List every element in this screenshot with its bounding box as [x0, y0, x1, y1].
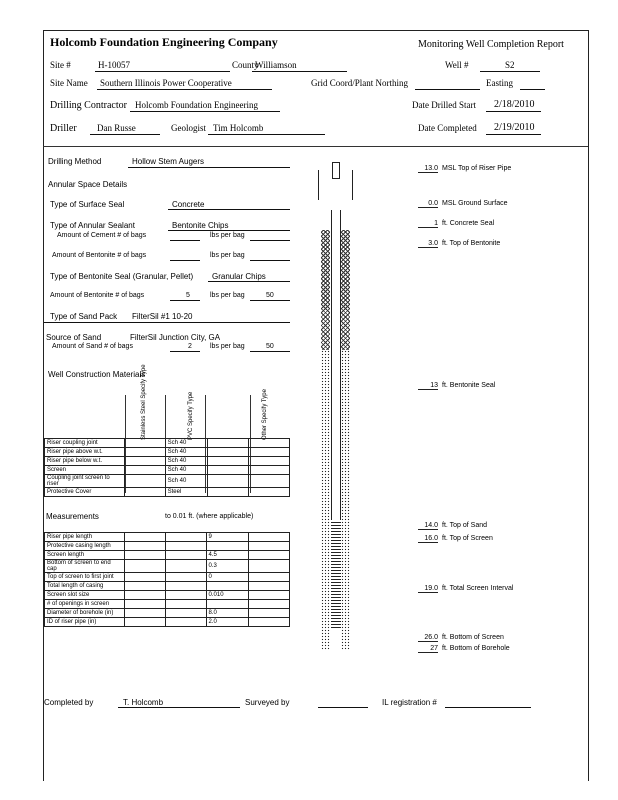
date-drilled-line: [486, 111, 541, 112]
report-title: Monitoring Well Completion Report: [418, 39, 564, 50]
diagram-depth[interactable]: 19.0: [418, 585, 438, 593]
measurement-value[interactable]: 9: [206, 533, 248, 542]
diagram-text: ft. Bottom of Borehole: [442, 645, 510, 652]
drilling-method-value[interactable]: Hollow Stem Augers: [132, 157, 205, 166]
material-stainless[interactable]: [124, 457, 165, 466]
measurement-blank-1: [124, 573, 165, 582]
diagram-depth[interactable]: 27: [418, 645, 438, 653]
material-row: [45, 488, 290, 497]
measurement-value[interactable]: [206, 600, 248, 609]
company-name: Holcomb Foundation Engineering Company: [50, 35, 278, 49]
material-pvc[interactable]: Sch 40: [165, 475, 207, 488]
diagram-label: [418, 240, 500, 248]
material-label: Riser pipe above w.t.: [45, 448, 125, 457]
sand-bags-value[interactable]: 2: [188, 343, 192, 350]
site-name-value[interactable]: Southern Illinois Power Cooperative: [100, 78, 232, 88]
diagram-depth[interactable]: 26.0: [418, 634, 438, 642]
measurement-value[interactable]: [206, 582, 248, 591]
material-row: [45, 439, 290, 448]
measurement-blank-3: [248, 618, 289, 627]
bentonite-lbs-label-2: lbs per bag: [210, 292, 245, 299]
measurement-label: Protective casing length: [45, 542, 125, 551]
county-value[interactable]: Williamson: [255, 60, 297, 70]
measurement-blank-1: [124, 618, 165, 627]
diagram-label: [418, 535, 493, 543]
county-label: County: [232, 60, 259, 70]
sand-pack-line: [44, 322, 290, 323]
measurement-blank-1: [124, 560, 165, 573]
bentonite-bags-value[interactable]: 5: [186, 292, 190, 299]
cement-bags-line: [170, 240, 200, 241]
sand-amount-label: Amount of Sand # of bags: [52, 343, 133, 350]
county-line: [252, 71, 347, 72]
diagram-text: ft. Bentonite Seal: [442, 382, 496, 389]
diagram-depth[interactable]: 0.0: [418, 200, 438, 208]
measurement-blank-2: [165, 551, 206, 560]
measurement-blank-3: [248, 609, 289, 618]
driller-label: Driller: [50, 123, 77, 134]
measurement-blank-2: [165, 542, 206, 551]
material-row: [45, 448, 290, 457]
diagram-text: ft. Top of Sand: [442, 522, 488, 529]
diagram-text: ft. Top of Bentonite: [442, 240, 501, 247]
measurement-value[interactable]: 4.5: [206, 551, 248, 560]
diagram-depth[interactable]: 14.0: [418, 522, 438, 530]
measurement-value[interactable]: 0: [206, 573, 248, 582]
registration-line: [445, 707, 531, 708]
stainless-header: Stainless Steel Specify Type: [141, 364, 147, 440]
annular-sealant-value[interactable]: Bentonite Chips: [172, 221, 229, 230]
material-row: [45, 457, 290, 466]
well-number-label: Well #: [445, 60, 469, 70]
riser-cap: [332, 162, 340, 179]
grid-coord-label: Grid Coord/Plant Northing: [311, 78, 408, 88]
annular-sealant-line: [168, 230, 290, 231]
diagram-depth[interactable]: 3.0: [418, 240, 438, 248]
pvc-header: PVC Specify Type: [188, 391, 194, 440]
measurement-blank-3: [248, 551, 289, 560]
bentonite-bags-line: [170, 260, 200, 261]
diagram-label: [418, 634, 504, 642]
diagram-label: [418, 585, 513, 593]
date-drilled-value[interactable]: 2/18/2010: [494, 99, 535, 110]
measurement-blank-1: [124, 600, 165, 609]
material-extra[interactable]: [248, 448, 289, 457]
measurement-label: Total length of casing: [45, 582, 125, 591]
surface-seal-line: [168, 209, 290, 210]
measurement-label: Riser pipe length: [45, 533, 125, 542]
well-number-value[interactable]: S2: [505, 60, 515, 70]
material-pvc[interactable]: Sch 40: [165, 439, 207, 448]
measurement-blank-2: [165, 573, 206, 582]
sand-pack-label: Type of Sand Pack: [50, 312, 118, 321]
measurement-blank-3: [248, 582, 289, 591]
cement-lbs-line: [250, 240, 290, 241]
registration-label: IL registration #: [382, 698, 437, 707]
measurements-note: to 0.01 ft. (where applicable): [165, 513, 254, 520]
diagram-text: ft. Top of Screen: [442, 535, 493, 542]
ground-right: [352, 170, 353, 200]
bentonite-bags-value-line: [170, 300, 200, 301]
measurement-row: [45, 573, 290, 582]
well-diagram: [318, 170, 358, 650]
measurement-blank-2: [165, 582, 206, 591]
measurement-blank-1: [124, 609, 165, 618]
annular-title: Annular Space Details: [48, 180, 128, 189]
site-name-line: [97, 89, 272, 90]
well-screen: [331, 520, 341, 630]
diagram-label: [418, 645, 510, 653]
diagram-label: [418, 165, 511, 173]
grid-coord-line: [415, 89, 480, 90]
bentonite-lbs-value[interactable]: 50: [266, 292, 274, 299]
bentonite-lbs-line: [250, 260, 290, 261]
measurement-value[interactable]: 2.0: [206, 618, 248, 627]
measurement-blank-1: [124, 591, 165, 600]
measurement-value[interactable]: [206, 542, 248, 551]
material-other[interactable]: [208, 439, 249, 448]
measurement-label: Top of screen to first joint: [45, 573, 125, 582]
measurement-blank-2: [165, 533, 206, 542]
measurement-blank-2: [165, 591, 206, 600]
diagram-label: [418, 200, 508, 208]
material-stainless[interactable]: [124, 475, 165, 488]
material-pvc[interactable]: Sch 40: [165, 457, 207, 466]
header-divider: [43, 146, 588, 147]
materials-table: [44, 438, 290, 497]
bentonite-seal-value[interactable]: Granular Chips: [212, 272, 266, 281]
material-pvc[interactable]: Sch 40: [165, 466, 207, 475]
drilling-method-line: [128, 167, 290, 168]
measurement-label: # of openings in screen: [45, 600, 125, 609]
measurement-value[interactable]: 8.0: [206, 609, 248, 618]
material-stainless[interactable]: [124, 439, 165, 448]
measurement-blank-1: [124, 542, 165, 551]
other-header: Other Specify Type: [262, 389, 268, 440]
measurement-blank-2: [165, 600, 206, 609]
measurement-row: [45, 600, 290, 609]
measurement-label: ID of riser pipe (in): [45, 618, 125, 627]
material-stainless[interactable]: [124, 448, 165, 457]
site-number-value[interactable]: H-10057: [98, 60, 130, 70]
material-label: Riser coupling joint: [45, 439, 125, 448]
surveyed-by-label: Surveyed by: [245, 698, 290, 707]
bentonite-left: [321, 230, 330, 350]
completed-by-line: [118, 707, 240, 708]
material-other[interactable]: [208, 448, 249, 457]
ground-left: [318, 170, 319, 200]
date-completed-line: [486, 134, 541, 135]
material-other[interactable]: [208, 457, 249, 466]
cement-lbs-label: lbs per bag: [210, 232, 245, 239]
material-extra[interactable]: [248, 475, 289, 488]
diagram-text: MSL Top of Riser Pipe: [442, 165, 512, 172]
driller-value[interactable]: Dan Russe: [97, 123, 136, 133]
diagram-label: [418, 220, 494, 228]
bentonite-seal-label: Type of Bentonite Seal (Granular, Pellet): [50, 272, 194, 281]
measurement-blank-3: [248, 560, 289, 573]
bentonite-lbs-label: lbs per bag: [210, 252, 245, 259]
material-extra[interactable]: [248, 457, 289, 466]
measurements-title: Measurements: [46, 512, 99, 521]
drilling-method-label: Drilling Method: [48, 157, 102, 166]
material-extra[interactable]: [248, 488, 289, 497]
measurements-table: [44, 532, 290, 627]
measurement-blank-1: [124, 551, 165, 560]
sand-source-label: Source of Sand: [46, 333, 102, 342]
well-number-line: [480, 71, 540, 72]
diagram-depth[interactable]: 13.0: [418, 165, 438, 173]
drilling-contractor-line: [130, 111, 280, 112]
diagram-label: [418, 522, 487, 530]
site-number-line: [95, 71, 230, 72]
diagram-text: ft. Concrete Seal: [442, 220, 495, 227]
sand-lbs-value[interactable]: 50: [266, 343, 274, 350]
annular-sealant-label: Type of Annular Sealant: [50, 221, 135, 230]
bentonite-amount-label: Amount of Bentonite # of bags: [52, 252, 147, 259]
sand-bags-line: [170, 351, 200, 352]
material-other[interactable]: [208, 466, 249, 475]
measurement-row: [45, 609, 290, 618]
sand-lbs-line: [250, 351, 290, 352]
materials-title: Well Construction Materials: [48, 370, 146, 379]
measurement-row: [45, 551, 290, 560]
measurement-row: [45, 618, 290, 627]
material-stainless[interactable]: [124, 466, 165, 475]
material-label: Riser pipe below w.t.: [45, 457, 125, 466]
measurement-blank-3: [248, 542, 289, 551]
measurement-label: Bottom of screen to end cap: [45, 560, 125, 573]
material-other[interactable]: [208, 475, 249, 488]
measurement-blank-2: [165, 618, 206, 627]
measurement-row: [45, 591, 290, 600]
site-name-label: Site Name: [50, 78, 88, 88]
measurement-blank-3: [248, 591, 289, 600]
date-drilled-label: Date Drilled Start: [412, 100, 476, 110]
material-stainless[interactable]: [124, 488, 165, 497]
measurement-label: Diameter of borehole (in): [45, 609, 125, 618]
sand-lbs-label: lbs per bag: [210, 343, 245, 350]
material-label: Protective Cover: [45, 488, 125, 497]
completed-by-value[interactable]: T. Holcomb: [123, 698, 164, 707]
completed-by-label: Completed by: [44, 698, 94, 707]
diagram-text: ft. Bottom of Screen: [442, 634, 504, 641]
measurement-blank-3: [248, 573, 289, 582]
material-extra[interactable]: [248, 439, 289, 448]
measurement-row: [45, 560, 290, 573]
material-row: [45, 475, 290, 488]
site-number-label: Site #: [50, 60, 71, 70]
measurement-label: Screen length: [45, 551, 125, 560]
diagram-depth[interactable]: 13: [418, 382, 438, 390]
bentonite-bags-label: Amount of Bentonite # of bags: [50, 292, 145, 299]
material-other[interactable]: [208, 488, 249, 497]
measurement-value[interactable]: 0.010: [206, 591, 248, 600]
surface-seal-label: Type of Surface Seal: [50, 200, 125, 209]
measurement-row: [45, 533, 290, 542]
diagram-text: ft. Total Screen Interval: [442, 585, 514, 592]
date-completed-value[interactable]: 2/19/2010: [494, 122, 535, 133]
geologist-label: Geologist: [171, 123, 206, 133]
material-label: Coupling joint screen to riser: [45, 475, 125, 488]
driller-line: [90, 134, 160, 135]
measurement-blank-1: [124, 533, 165, 542]
geologist-value[interactable]: Tim Holcomb: [213, 123, 264, 133]
material-extra[interactable]: [248, 466, 289, 475]
measurement-row: [45, 582, 290, 591]
material-pvc[interactable]: Sch 40: [165, 448, 207, 457]
sand-right: [341, 350, 350, 650]
drilling-contractor-value[interactable]: Holcomb Foundation Engineering: [135, 100, 258, 110]
surface-seal-value[interactable]: Concrete: [172, 200, 205, 209]
riser-pipe: [331, 210, 341, 520]
easting-line: [520, 89, 545, 90]
measurement-row: [45, 542, 290, 551]
easting-label: Easting: [486, 78, 513, 88]
measurement-blank-2: [165, 560, 206, 573]
bentonite-lbs-value-line: [250, 300, 290, 301]
surveyed-by-line: [318, 707, 368, 708]
sand-source-value[interactable]: FilterSil Junction City, GA: [130, 333, 221, 342]
material-pvc[interactable]: Steel: [165, 488, 207, 497]
diagram-depth[interactable]: 1: [418, 220, 438, 228]
date-completed-label: Date Completed: [418, 123, 477, 133]
measurement-blank-2: [165, 609, 206, 618]
measurement-label: Screen slot size: [45, 591, 125, 600]
diagram-depth[interactable]: 16.0: [418, 535, 438, 543]
measurement-blank-3: [248, 600, 289, 609]
geologist-line: [208, 134, 325, 135]
measurement-blank-3: [248, 533, 289, 542]
diagram-label: [418, 382, 495, 390]
diagram-text: MSL Ground Surface: [442, 200, 508, 207]
sand-left: [321, 350, 330, 650]
bentonite-right: [341, 230, 350, 350]
material-row: [45, 466, 290, 475]
bentonite-seal-line: [208, 281, 290, 282]
material-label: Screen: [45, 466, 125, 475]
drilling-contractor-label: Drilling Contractor: [50, 100, 127, 111]
sand-pack-value[interactable]: FilterSil #1 10-20: [132, 312, 193, 321]
measurement-value[interactable]: 0.3: [206, 560, 248, 573]
cement-amount-label: Amount of Cement # of bags: [57, 232, 147, 239]
measurement-blank-1: [124, 582, 165, 591]
